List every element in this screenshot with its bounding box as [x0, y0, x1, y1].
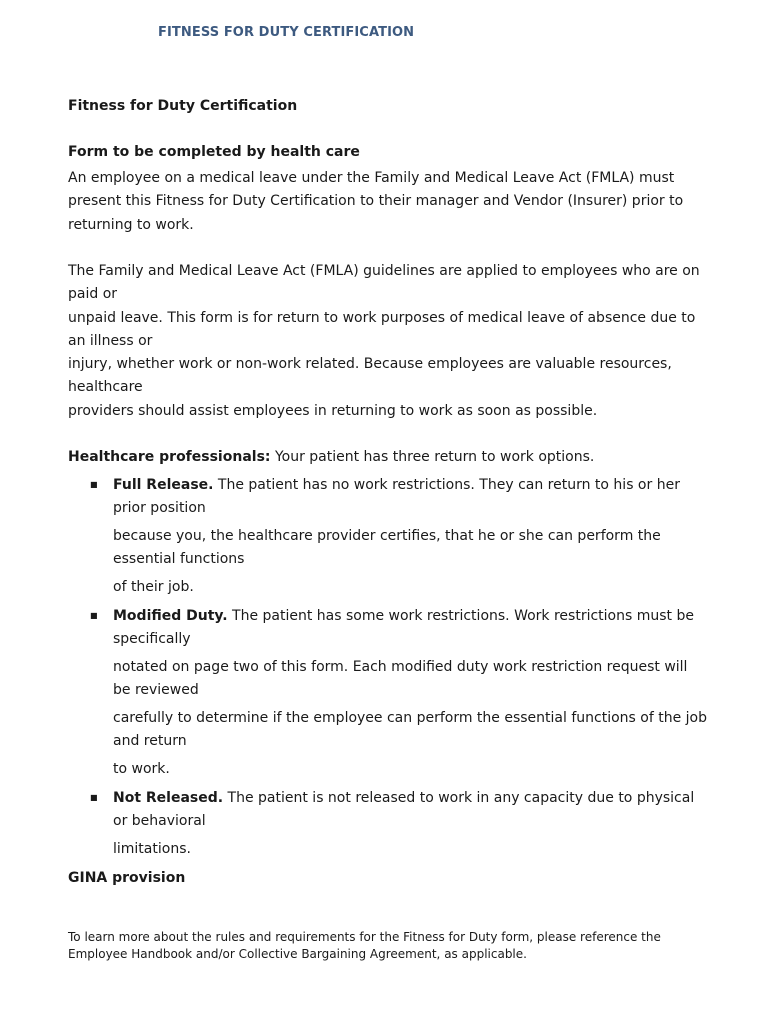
footer-note: [68, 929, 661, 962]
option-first-line: [113, 474, 680, 497]
option-line: or behavioral: [113, 813, 206, 830]
intro-line: present this Fitness for Duty Certification to their manager and Vendor (Insurer) prior to: [68, 193, 684, 210]
option-text: The patient has some work restrictions. Work restrictions must be: [227, 608, 694, 624]
guideline-paragraph: [68, 260, 700, 423]
option-line: limitations.: [113, 841, 191, 858]
option-line: carefully to determine if the employee can perform the essential functions of the job: [113, 710, 707, 727]
guideline-line: The Family and Medical Leave Act (FMLA) guidelines are applied to employees who are on: [68, 263, 700, 279]
bullet-square-icon: ■: [90, 480, 98, 489]
option-line: because you, the healthcare provider certifies, that he or she can perform the: [113, 528, 661, 545]
bullet-square-icon: ■: [90, 793, 98, 802]
option-modified-duty: [113, 605, 707, 782]
guideline-line: providers should assist employees in returning to work as soon as possible.: [68, 402, 598, 419]
gina-heading: GINA provision: [68, 870, 186, 886]
intro-paragraph: [68, 167, 683, 237]
option-label: Full Release.: [113, 477, 214, 493]
option-first-line: [113, 605, 707, 628]
guideline-line: unpaid leave. This form is for return to work purposes of medical leave of absence due to: [68, 309, 696, 326]
guideline-line: injury, whether work or non-work related. Because employees are valuable resources,: [68, 356, 672, 373]
option-line: to work.: [113, 761, 170, 778]
option-first-line: [113, 787, 694, 810]
option-not-released: [113, 787, 694, 861]
option-line: be reviewed: [113, 682, 199, 699]
intro-line: returning to work.: [68, 216, 194, 233]
guideline-line: paid or: [68, 286, 118, 303]
option-line: specifically: [113, 631, 191, 648]
guideline-line: healthcare: [68, 379, 143, 396]
footer-line: Employee Handbook and/or Collective Bargaining Agreement, as applicable.: [68, 946, 527, 961]
section-heading: Form to be completed by health care: [68, 144, 360, 160]
footer-line: To learn more about the rules and requirements for the Fitness for Duty form, please reference the: [68, 930, 661, 944]
option-label: Not Released.: [113, 790, 224, 806]
guideline-line: an illness or: [68, 332, 153, 349]
intro-line: An employee on a medical leave under the Family and Medical Leave Act (FMLA) must: [68, 170, 675, 186]
option-text: The patient has no work restrictions. They can return to his or her: [213, 477, 680, 493]
bullet-square-icon: ■: [90, 611, 98, 620]
option-line: notated on page two of this form. Each modified duty work restriction request will: [113, 659, 688, 676]
hcp-paragraph: [68, 446, 594, 469]
option-line: of their job.: [113, 579, 194, 596]
option-line: and return: [113, 733, 187, 750]
option-full-release: [113, 474, 680, 599]
header-title: FITNESS FOR DUTY CERTIFICATION: [158, 25, 415, 40]
option-text: The patient is not released to work in any capacity due to physical: [223, 790, 695, 806]
hcp-text: Your patient has three return to work options.: [270, 449, 595, 465]
document-title: Fitness for Duty Certification: [68, 98, 298, 114]
option-line: prior position: [113, 500, 206, 517]
hcp-label: Healthcare professionals:: [68, 449, 271, 465]
option-line: essential functions: [113, 551, 245, 568]
option-label: Modified Duty.: [113, 608, 228, 624]
